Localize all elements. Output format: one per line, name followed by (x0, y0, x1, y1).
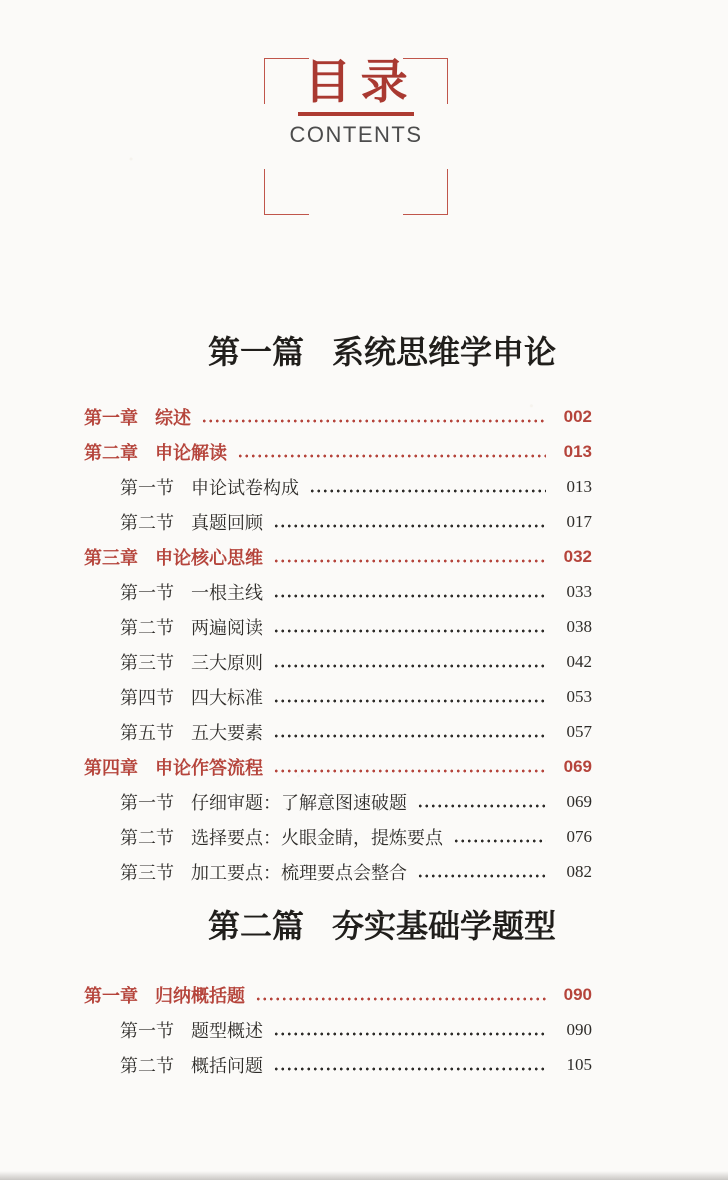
toc-entry (84, 574, 592, 609)
entry-page: 002 (563, 406, 592, 426)
frame-corner-top-left (264, 58, 309, 104)
dot-leader (273, 664, 546, 668)
entry-title: 综述 (155, 407, 191, 428)
entry-title: 加工要点：梳理要点会整合 (191, 862, 407, 883)
entry-title: 一根主线 (191, 582, 263, 603)
page-subtitle: CONTENTS (289, 122, 423, 147)
toc-entry (84, 539, 592, 574)
entry-title: 四大标准 (191, 687, 263, 708)
part-2-title (0, 906, 728, 946)
part-2-name: 夯实基础学题型 (332, 908, 557, 944)
entry-page: 090 (566, 1019, 592, 1039)
frame-corner-bottom-left (264, 169, 309, 215)
entry-title: 仔细审题：了解意图速破题 (191, 792, 407, 813)
part-2-toc-list (84, 977, 592, 1082)
entry-number: 第二节 (120, 512, 174, 533)
entry-page: 013 (566, 476, 592, 496)
entry-page: 013 (563, 441, 592, 461)
toc-entry (84, 819, 592, 854)
dot-leader (273, 559, 546, 563)
toc-page (0, 55, 728, 1180)
toc-entry (84, 469, 592, 504)
dot-leader (201, 419, 546, 423)
entry-page: 032 (563, 546, 592, 566)
entry-page: 038 (566, 616, 592, 636)
page-title: 目录 (304, 55, 418, 108)
toc-entry (84, 1012, 592, 1047)
entry-number: 第一节 (120, 582, 174, 603)
entry-page: 105 (566, 1054, 592, 1074)
entry-number: 第一章 (84, 985, 138, 1006)
entry-title: 概括问题 (191, 1055, 263, 1076)
dot-leader (417, 804, 546, 808)
entry-number: 第四章 (84, 757, 138, 778)
toc-entry (84, 504, 592, 539)
toc-entry (84, 1047, 592, 1082)
toc-entry (84, 609, 592, 644)
dot-leader (237, 454, 546, 458)
toc-entry (84, 679, 592, 714)
toc-entry (84, 399, 592, 434)
dot-leader (273, 769, 546, 773)
entry-page: 090 (563, 984, 592, 1004)
dot-leader (417, 874, 546, 878)
entry-page: 082 (566, 861, 592, 881)
entry-page: 057 (566, 721, 592, 741)
dot-leader (273, 734, 546, 738)
toc-entry (84, 749, 592, 784)
entry-number: 第二章 (84, 442, 138, 463)
entry-number: 第一节 (120, 792, 174, 813)
entry-number: 第五节 (120, 722, 174, 743)
entry-title: 申论核心思维 (155, 547, 263, 568)
entry-number: 第三章 (84, 547, 138, 568)
contents-header-frame (264, 55, 448, 215)
dot-leader (273, 629, 546, 633)
title-underline (298, 112, 414, 116)
toc-entry (84, 977, 592, 1012)
frame-corner-bottom-right (403, 169, 448, 215)
entry-page: 076 (566, 826, 592, 846)
entry-number: 第一章 (84, 407, 138, 428)
entry-number: 第二节 (120, 827, 174, 848)
entry-page: 069 (566, 791, 592, 811)
entry-title: 申论试卷构成 (191, 477, 299, 498)
entry-number: 第三节 (120, 652, 174, 673)
entry-title: 两遍阅读 (191, 617, 263, 638)
entry-title: 归纳概括题 (155, 985, 245, 1006)
entry-number: 第一节 (120, 1020, 174, 1041)
dot-leader (273, 524, 546, 528)
toc-entry (84, 714, 592, 749)
dot-leader (273, 594, 546, 598)
entry-number: 第二节 (120, 617, 174, 638)
page-edge-shadow (0, 1171, 728, 1180)
entry-title: 五大要素 (191, 722, 263, 743)
entry-number: 第三节 (120, 862, 174, 883)
dot-leader (273, 1032, 546, 1036)
entry-page: 042 (566, 651, 592, 671)
entry-title: 三大原则 (191, 652, 263, 673)
part-1-title (0, 332, 728, 372)
entry-title: 真题回顾 (191, 512, 263, 533)
toc-entry (84, 434, 592, 469)
dot-leader (309, 489, 546, 493)
entry-page: 053 (566, 686, 592, 706)
entry-title: 申论作答流程 (155, 757, 263, 778)
part-1-toc-list (84, 399, 592, 889)
entry-page: 033 (566, 581, 592, 601)
entry-title: 题型概述 (191, 1020, 263, 1041)
entry-title: 选择要点：火眼金睛，提炼要点 (191, 827, 443, 848)
entry-title: 申论解读 (155, 442, 227, 463)
entry-number: 第一节 (120, 477, 174, 498)
dot-leader (453, 839, 546, 843)
part-1-name: 系统思维学申论 (332, 334, 557, 370)
part-2-prefix: 第二篇 (207, 908, 304, 944)
toc-entry (84, 644, 592, 679)
frame-corner-top-right (403, 58, 448, 104)
entry-page: 069 (563, 756, 592, 776)
toc-entry (84, 784, 592, 819)
dot-leader (273, 1067, 546, 1071)
entry-number: 第四节 (120, 687, 174, 708)
part-1-prefix: 第一篇 (207, 334, 304, 370)
entry-number: 第二节 (120, 1055, 174, 1076)
dot-leader (273, 699, 546, 703)
dot-leader (255, 997, 546, 1001)
entry-page: 017 (566, 511, 592, 531)
toc-entry (84, 854, 592, 889)
